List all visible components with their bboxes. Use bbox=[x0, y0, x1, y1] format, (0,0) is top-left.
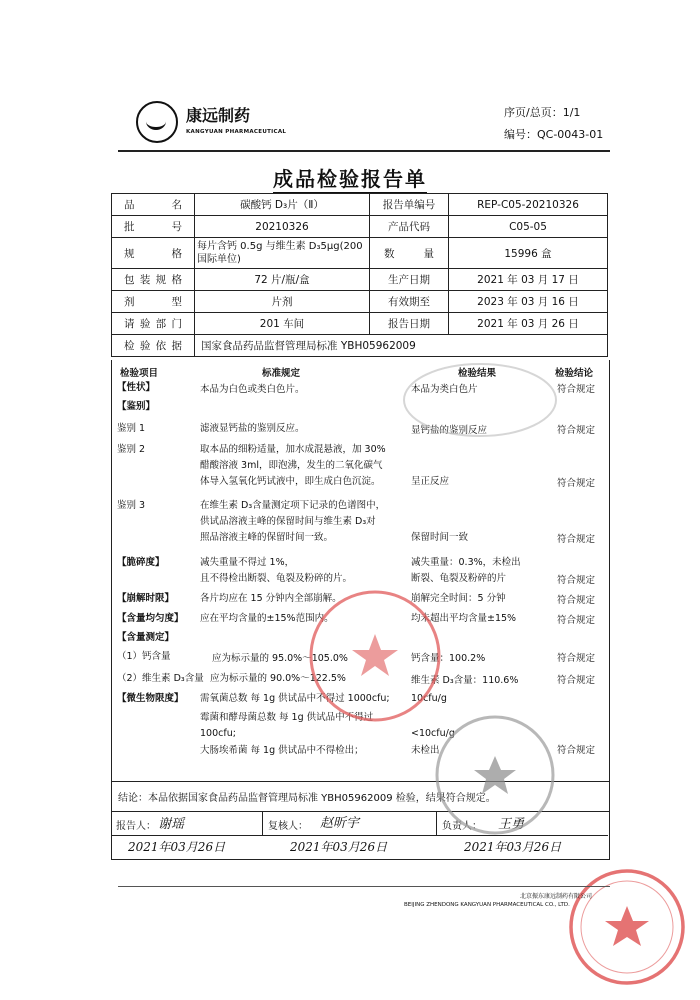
reviewer-signature: 赵昕宇 bbox=[320, 816, 360, 831]
con-uniformity: 符合规定 bbox=[557, 615, 596, 626]
res-friability-2: 断裂、龟裂及粉碎的片 bbox=[411, 573, 507, 584]
spec-label: 规格 bbox=[112, 238, 195, 269]
form-value: 片剂 bbox=[195, 291, 370, 313]
std-id3-line2: 供试品溶液主峰的保留时间与维生素 D₃对 bbox=[200, 516, 376, 527]
pack-label: 包装规格 bbox=[112, 269, 195, 291]
product-label: 品名 bbox=[112, 194, 195, 216]
spec-value: 每片含钙 0.5g 与维生素 D₃5μg(200 国际单位) bbox=[195, 238, 370, 269]
res-id1: 显钙盐的鉴别反应 bbox=[411, 425, 488, 436]
mfg-date-label: 生产日期 bbox=[370, 269, 449, 291]
reviewer-date: 2021年03月26日 bbox=[290, 840, 388, 854]
basis-label: 检验依据 bbox=[112, 335, 195, 357]
con-id2: 符合规定 bbox=[557, 478, 596, 489]
col-result: 检验结果 bbox=[458, 368, 497, 379]
item-uniformity: 【含量均匀度】 bbox=[117, 613, 184, 624]
page-info: 序页/总页：1/1 bbox=[504, 106, 581, 119]
footer-company-en: BEIJING ZHENDONG KANGYUAN PHARMACEUTICAL CO., LTD. bbox=[404, 902, 570, 908]
footer-divider bbox=[118, 886, 610, 887]
faded-stamp bbox=[400, 360, 560, 440]
reporter-label: 报告人： bbox=[116, 821, 156, 832]
batch-label: 批号 bbox=[112, 216, 195, 238]
inspection-stamp bbox=[430, 710, 560, 840]
dept-value: 201 车间 bbox=[195, 313, 370, 335]
basis-value: 国家食品药品监督管理局标准 YBH05962009 bbox=[195, 335, 608, 357]
con-id3: 符合规定 bbox=[557, 534, 596, 545]
qty-label: 数量 bbox=[370, 238, 449, 269]
item-identification: 【鉴别】 bbox=[117, 401, 156, 412]
item-disintegration: 【崩解时限】 bbox=[117, 593, 175, 604]
std-vitd3: 应为标示量的 90.0%～122.5% bbox=[210, 673, 346, 684]
con-disintegration: 符合规定 bbox=[557, 595, 596, 606]
con-calcium: 符合规定 bbox=[557, 653, 596, 664]
mfg-date-value: 2021 年 03 月 17 日 bbox=[449, 269, 608, 291]
con-vitd3: 符合规定 bbox=[557, 675, 596, 686]
std-microbial-3: 100cfu; bbox=[200, 728, 236, 739]
code-label: 产品代码 bbox=[370, 216, 449, 238]
product-value: 碳酸钙 D₃片（Ⅱ） bbox=[195, 194, 370, 216]
std-id3-line3: 照品溶液主峰的保留时间一致。 bbox=[200, 532, 334, 543]
std-id2-line3: 体导入氢氧化钙试液中，即生成白色沉淀。 bbox=[200, 476, 381, 487]
item-vitd3: （2）维生素 D₃含量 bbox=[117, 673, 204, 684]
res-microbial-1: 10cfu/g bbox=[411, 693, 447, 704]
item-calcium: （1）钙含量 bbox=[117, 651, 171, 662]
res-vitd3: 维生素 D₃含量：110.6% bbox=[411, 675, 519, 686]
con-microbial: 符合规定 bbox=[557, 745, 596, 756]
con-appearance: 符合规定 bbox=[557, 384, 596, 395]
expiry-value: 2023 年 03 月 16 日 bbox=[449, 291, 608, 313]
reporter-signature: 谢瑶 bbox=[158, 817, 185, 832]
report-date-value: 2021 年 03 月 26 日 bbox=[449, 313, 608, 335]
std-appearance: 本品为白色或类白色片。 bbox=[200, 384, 305, 395]
res-disintegration: 崩解完全时间：5 分钟 bbox=[411, 593, 506, 604]
sig-sep-1 bbox=[262, 811, 263, 835]
batch-value: 20210326 bbox=[195, 216, 370, 238]
item-friability: 【脆碎度】 bbox=[117, 557, 165, 568]
reviewer-label: 复核人： bbox=[268, 821, 308, 832]
std-id1: 滤液显钙盐的鉴别反应。 bbox=[200, 423, 305, 434]
approver-signature: 王勇 bbox=[498, 817, 525, 832]
res-friability-1: 减失重量：0.3%，未检出 bbox=[411, 557, 521, 568]
approver-date: 2021年03月26日 bbox=[464, 840, 562, 854]
pack-value: 72 片/瓶/盒 bbox=[195, 269, 370, 291]
con-id1: 符合规定 bbox=[557, 425, 596, 436]
form-label: 剂型 bbox=[112, 291, 195, 313]
std-id3-line1: 在维生素 D₃含量测定项下记录的色谱图中， bbox=[200, 500, 386, 511]
item-id3: 鉴别 3 bbox=[117, 500, 146, 511]
std-disintegration: 各片均应在 15 分钟内全部崩解。 bbox=[200, 593, 342, 604]
qa-stamp bbox=[305, 586, 445, 726]
std-microbial-2: 霉菌和酵母菌总数 每 1g 供试品中不得过 bbox=[200, 712, 374, 723]
col-item: 检验项目 bbox=[120, 368, 159, 379]
std-id2-line2: 醋酸溶液 3ml，即泡沸，发生的二氧化碳气 bbox=[200, 460, 383, 471]
item-id2: 鉴别 2 bbox=[117, 444, 146, 455]
footer-company: 北京振东康远制药有限公司 bbox=[520, 893, 593, 900]
conclusion-text: 结论：本品依据国家食品药品监督管理局标准 YBH05962009 检验，结果符合规定。 bbox=[118, 793, 496, 804]
res-microbial-3: 未检出 bbox=[411, 745, 440, 756]
col-conclusion: 检验结论 bbox=[555, 368, 594, 379]
res-microbial-2: <10cfu/g bbox=[411, 728, 455, 739]
expiry-label: 有效期至 bbox=[370, 291, 449, 313]
report-date-label: 报告日期 bbox=[370, 313, 449, 335]
res-uniformity: 均未超出平均含量±15% bbox=[411, 613, 517, 624]
approver-label: 负责人： bbox=[442, 821, 482, 832]
res-id2: 呈正反应 bbox=[411, 476, 450, 487]
company-logo bbox=[136, 101, 178, 143]
res-id3: 保留时间一致 bbox=[411, 532, 469, 543]
con-friability: 符合规定 bbox=[557, 575, 596, 586]
doc-number: 编号：QC-0043-01 bbox=[504, 128, 604, 141]
company-name: 康远制药 bbox=[186, 106, 251, 125]
dept-label: 请验部门 bbox=[112, 313, 195, 335]
item-id1: 鉴别 1 bbox=[117, 423, 146, 434]
item-microbial: 【微生物限度】 bbox=[117, 693, 184, 704]
qty-value: 15996 盒 bbox=[449, 238, 608, 269]
report-title: 成品检验报告单 bbox=[0, 163, 700, 192]
header-divider bbox=[118, 150, 610, 152]
item-appearance: 【性状】 bbox=[117, 382, 156, 393]
report-no-value: REP-C05-20210326 bbox=[449, 194, 608, 216]
std-friability-2: 且不得检出断裂、龟裂及粉碎的片。 bbox=[200, 573, 353, 584]
company-name-en: KANGYUAN PHARMACEUTICAL bbox=[186, 129, 287, 135]
info-table bbox=[111, 193, 608, 357]
std-id2-line1: 取本品的细粉适量，加水成混悬液，加 30% bbox=[200, 444, 386, 455]
std-calcium: 应为标示量的 95.0%～105.0% bbox=[212, 653, 348, 664]
report-no-label: 报告单编号 bbox=[370, 194, 449, 216]
std-uniformity: 应在平均含量的±15%范围内。 bbox=[200, 613, 334, 624]
std-microbial-4: 大肠埃希菌 每 1g 供试品中不得检出； bbox=[200, 745, 364, 756]
std-microbial-1: 需氧菌总数 每 1g 供试品中不得过 1000cfu; bbox=[200, 693, 390, 704]
col-standard: 标准规定 bbox=[262, 368, 301, 379]
item-assay: 【含量测定】 bbox=[117, 632, 175, 643]
code-value: C05-05 bbox=[449, 216, 608, 238]
company-stamp bbox=[566, 866, 688, 988]
std-friability-1: 减失重量不得过 1%， bbox=[200, 557, 295, 568]
res-appearance: 本品为类白色片 bbox=[411, 384, 478, 395]
reporter-date: 2021年03月26日 bbox=[128, 840, 226, 854]
res-calcium: 钙含量：100.2% bbox=[411, 653, 486, 664]
